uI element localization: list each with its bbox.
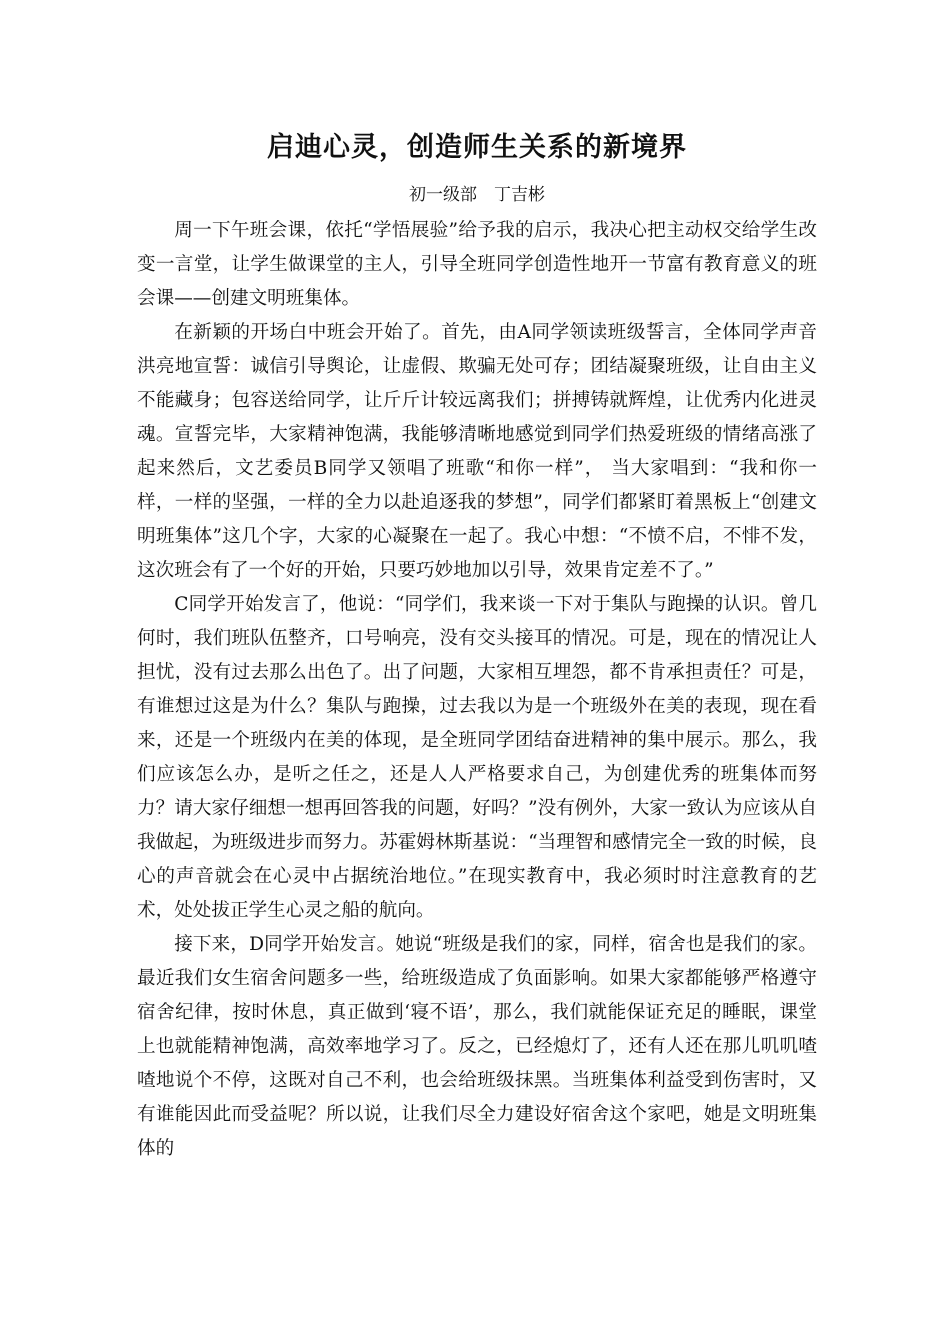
paragraph: 周一下午班会课，依托“学悟展验”给予我的启示，我决心把主动权交给学生改变一言堂，让学生做课堂的主人，引导全班同学创造性地开一节富有教育意义的班会课——创建文明班集体。 <box>137 220 817 309</box>
paragraph: 在新颖的开场白中班会开始了。首先，由A同学领读班级誓言，全体同学声音洪亮地宣誓：诚信引导舆论，让虚假、欺骗无处可存；团结凝聚班级，让自由主义不能藏身；包容送给同学，让斤斤计较远离我们；拼搏铸就辉煌，让优秀内化进灵魂。宣誓完毕，大家精神饱满，我能够清晰地感觉到同学们热爱班级的情绪高涨了起来然后，文艺委员B同学又领唱了班歌“和你一样”， 当大家唱到：“我和你一样，一样的坚强，一样的全力以赴追逐我的梦想”，同学们都紧盯着黑板上“创建文明班集体”这几个字，大家的心凝聚在一起了。我心中想：“不愤不启，不悱不发，这次班会有了一个好的开始，只要巧妙地加以引导，效果肯定差不了。” <box>137 322 817 581</box>
paragraph: C同学开始发言了，他说：“同学们，我来谈一下对于集队与跑操的认识。曾几何时，我们班队伍整齐，口号响亮，没有交头接耳的情况。可是，现在的情况让人担忧，没有过去那么出色了。出了问题，大家相互埋怨，都不肯承担责任？可是，有谁想过这是为什么？集队与跑操，过去我以为是一个班级外在美的表现，现在看来，还是一个班级内在美的体现，是全班同学团结奋进精神的集中展示。那么，我们应该怎么办，是听之任之，还是人人严格要求自己，为创建优秀的班集体而努力？请大家仔细想一想再回答我的问题，好吗？”没有例外，大家一致认为应该从自我做起，为班级进步而努力。苏霍姆林斯基说：“当理智和感情完全一致的时候，良心的声音就会在心灵中占据统治地位。”在现实教育中，我必须时时注意教育的艺术，处处拔正学生心灵之船的航向。 <box>137 594 817 921</box>
document-body <box>137 214 817 1166</box>
author-line: 初一级部 丁吉彬 <box>409 185 545 205</box>
document-page <box>137 0 817 1166</box>
page-title: 启迪心灵，创造师生关系的新境界 <box>267 132 687 163</box>
paragraph: 接下来，D同学开始发言。她说“班级是我们的家，同样，宿舍也是我们的家。最近我们女生宿舍问题多一些，给班级造成了负面影响。如果大家都能够严格遵守宿舍纪律，按时休息，真正做到‘寝不语’，那么，我们就能保证充足的睡眠，课堂上也就能精神饱满，高效率地学习了。反之，已经熄灯了，还有人还在那儿叽叽喳喳地说个不停，这既对自己不利，也会给班级抹黑。当班集体利益受到伤害时，又有谁能因此而受益呢？所以说，让我们尽全力建设好宿舍这个家吧，她是文明班集体的 <box>137 934 817 1159</box>
